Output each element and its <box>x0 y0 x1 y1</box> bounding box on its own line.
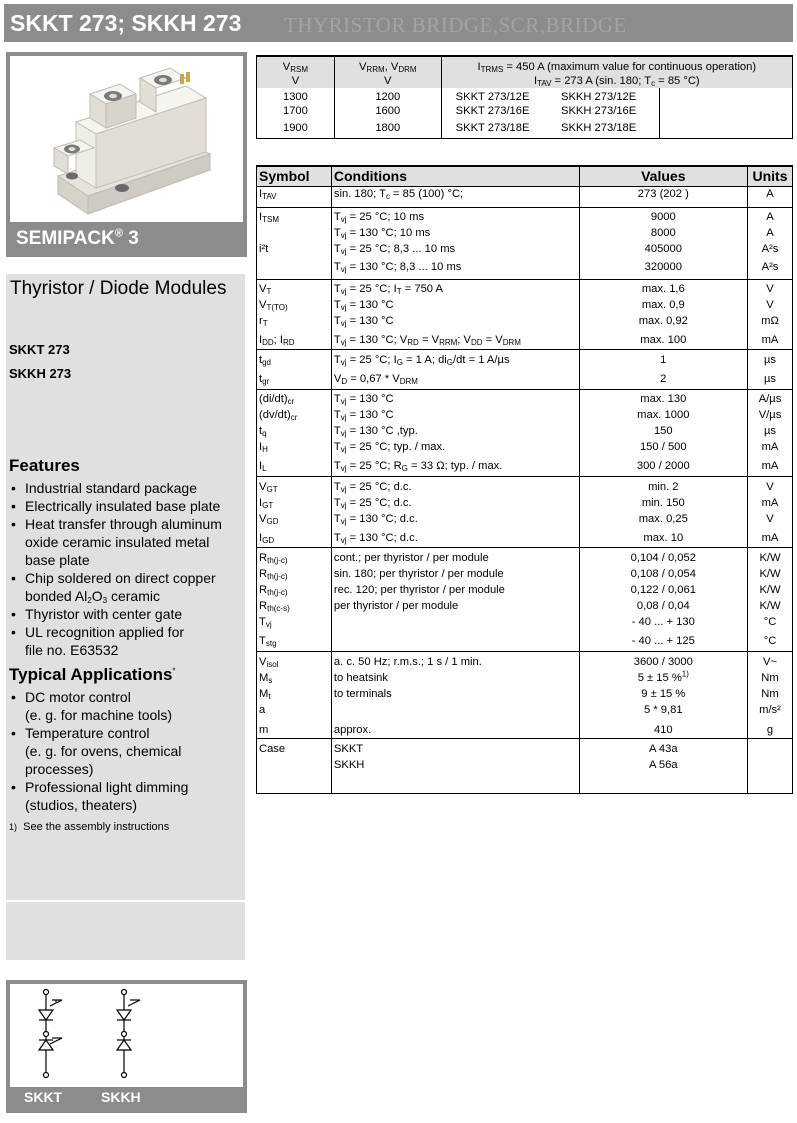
feature-item: • Industrial standard package <box>9 479 245 497</box>
values-header: Values <box>579 166 747 186</box>
vrsm-header: $V_{RSM}$ V <box>257 56 335 88</box>
header-bar <box>4 4 793 42</box>
panel-divider <box>6 900 245 902</box>
conditions-header: Conditions <box>331 166 579 186</box>
spec-row-case: Case SKKT SKKH A 43a A 56a <box>257 738 793 793</box>
rating-row: 1700 1600 SKKT 273/16E SKKH 273/16E <box>257 104 793 118</box>
application-item: • Temperature control (e. g. for ovens, chemical processes) <box>9 724 245 778</box>
product-photo <box>10 56 243 222</box>
feature-item: • Thyristor with center gate <box>9 605 245 623</box>
current-header: $I_{TRMS} = 450$ A (maximum value for continuous operation) $I_{TAV} = 273$ A (sin. 180; $T_c = 85$ °C) <box>441 56 792 88</box>
product-family: Thyristor / Diode Modules <box>10 278 227 299</box>
document-subtitle: THYRISTOR BRIDGE,SCR,BRIDGE <box>284 13 627 37</box>
footnote: 1) See the assembly instructions <box>9 821 170 833</box>
application-item: • DC motor control (e. g. for machine tools) <box>9 688 245 724</box>
units-header: Units <box>748 166 793 186</box>
rating-row: 1300 1200 SKKT 273/12E SKKH 273/12E <box>257 88 793 104</box>
brand-name: SEMIPACK <box>16 228 115 249</box>
application-item: • Professional light dimming (studios, theaters) <box>9 778 245 814</box>
rating-row: 1900 1800 SKKT 273/18E SKKH 273/18E <box>257 118 793 139</box>
part-number-1: SKKT 273 <box>9 342 70 357</box>
spec-row: $R_{th(j-c)}$ $R_{th(j-c)}$ $R_{th(j-c)}$ $R_{th(c-s)}$ $T_{vj}$ $T_{stg}$ cont.; per thyristor / per module sin. 180; per thyristor / per module rec. 120; per thyristor / per module per thyristor / per module 0,104 / 0,052 0,108 / 0,054 0,122 / 0,061 0,08 / 0,04 - 40 ... + 130 - 40 ... + 125 K/W K/W K/W K/W °C °C <box>257 547 793 651</box>
circuit-diagram <box>10 984 243 1087</box>
symbol-header: Symbol <box>257 166 332 186</box>
applications-list <box>9 688 245 814</box>
part-number-2: SKKH 273 <box>9 366 72 381</box>
spec-row: $t_{gd}$ $t_{gr}$ $T_{vj} = 25$ °C; $I_G = 1$ A; $di_G/dt = 1$ A/µs $V_D = 0,67 * V_{DRM}$ 1 2 µs µs <box>257 349 793 389</box>
feature-item: • Heat transfer through aluminum oxide ceramic insulated metal base plate <box>9 515 245 569</box>
spec-row: $V_{isol}$ $M_s$ $M_t$ a m a. c. 50 Hz; r.m.s.; 1 s / 1 min. to heatsink to terminals approx. 3600 / 3000 5 ± 15 %$^{1)}$ 9 ± 15 % 5 * 9,81 410 V~ Nm Nm m/s² g <box>257 651 793 738</box>
spec-header-row <box>257 166 793 186</box>
rating-header-row <box>257 56 793 88</box>
spec-row: $I_{TAV}$ sin. 180; $T_c = 85$ (100) °C; 273 (202 ) A <box>257 186 793 207</box>
semipack-label <box>16 228 139 250</box>
feature-item: • UL recognition applied for file no. E63532 <box>9 623 245 659</box>
schematic-label-skkh: SKKH <box>101 1089 141 1105</box>
applications-heading: Typical Applications* <box>9 665 176 684</box>
specification-table <box>256 165 793 794</box>
voltage-rating-table <box>256 55 793 139</box>
left-info-panel <box>6 274 245 960</box>
schematic-label-skkt: SKKT <box>24 1089 63 1105</box>
vrrm-header: $V_{RRM}$, $V_{DRM}$ V <box>334 56 441 88</box>
features-list <box>9 479 245 659</box>
feature-item: • Chip soldered on direct copper bonded $Al_2O_3$ ceramic <box>9 569 245 605</box>
spec-row: $V_T$ $V_{T(TO)}$ $r_T$ $I_{DD}$; $I_{RD}$ $T_{vj} = 25$ °C; $I_T = 750$ A $T_{vj} = 130$ °C $T_{vj} = 130$ °C $T_{vj} = 130$ °C; $V_{RD} = V_{RRM}$; $V_{DD} = V_{DRM}$ max. 1,6 max. 0,9 max. 0,92 max. 100 V V mΩ mA <box>257 279 793 349</box>
registered-mark: ® <box>114 227 123 240</box>
spec-row: $(di/dt)_{cr}$ $(dv/dt)_{cr}$ $t_q$ $I_H$ $I_L$ $T_{vj} = 130$ °C $T_{vj} = 130$ °C $T_{vj} = 130$ °C ,typ. $T_{vj} = 25$ °C; typ. / max. $T_{vj} = 25$ °C; $R_G = 33$ Ω; typ. / max. max. 130 max. 1000 150 150 / 500 300 / 2000 A/µs V/µs µs mA mA <box>257 389 793 476</box>
module-illustration <box>10 56 243 222</box>
brand-number: 3 <box>128 228 139 249</box>
schematic-box <box>6 980 247 1113</box>
spec-row: $I_{TSM}$ i²t $T_{vj} = 25$ °C; 10 ms $T_{vj} = 130$ °C; 10 ms $T_{vj} = 25$ °C; 8,3 ... 10 ms $T_{vj} = 130$ °C; 8,3 ... 10 ms 9000 8000 405000 320000 A A A²s A²s <box>257 207 793 279</box>
feature-item: • Electrically insulated base plate <box>9 497 245 515</box>
product-photo-box <box>6 52 247 257</box>
spec-row: $V_{GT}$ $I_{GT}$ $V_{GD}$ $I_{GD}$ $T_{vj} = 25$ °C; d.c. $T_{vj} = 25$ °C; d.c. $T_{vj} = 130$ °C; d.c. $T_{vj} = 130$ °C; d.c. min. 2 min. 150 max. 0,25 max. 10 V mA V mA <box>257 476 793 547</box>
features-heading: Features <box>9 456 80 475</box>
circuit-schematic <box>10 984 243 1087</box>
document-title: SKKT 273; SKKH 273 <box>10 10 242 36</box>
